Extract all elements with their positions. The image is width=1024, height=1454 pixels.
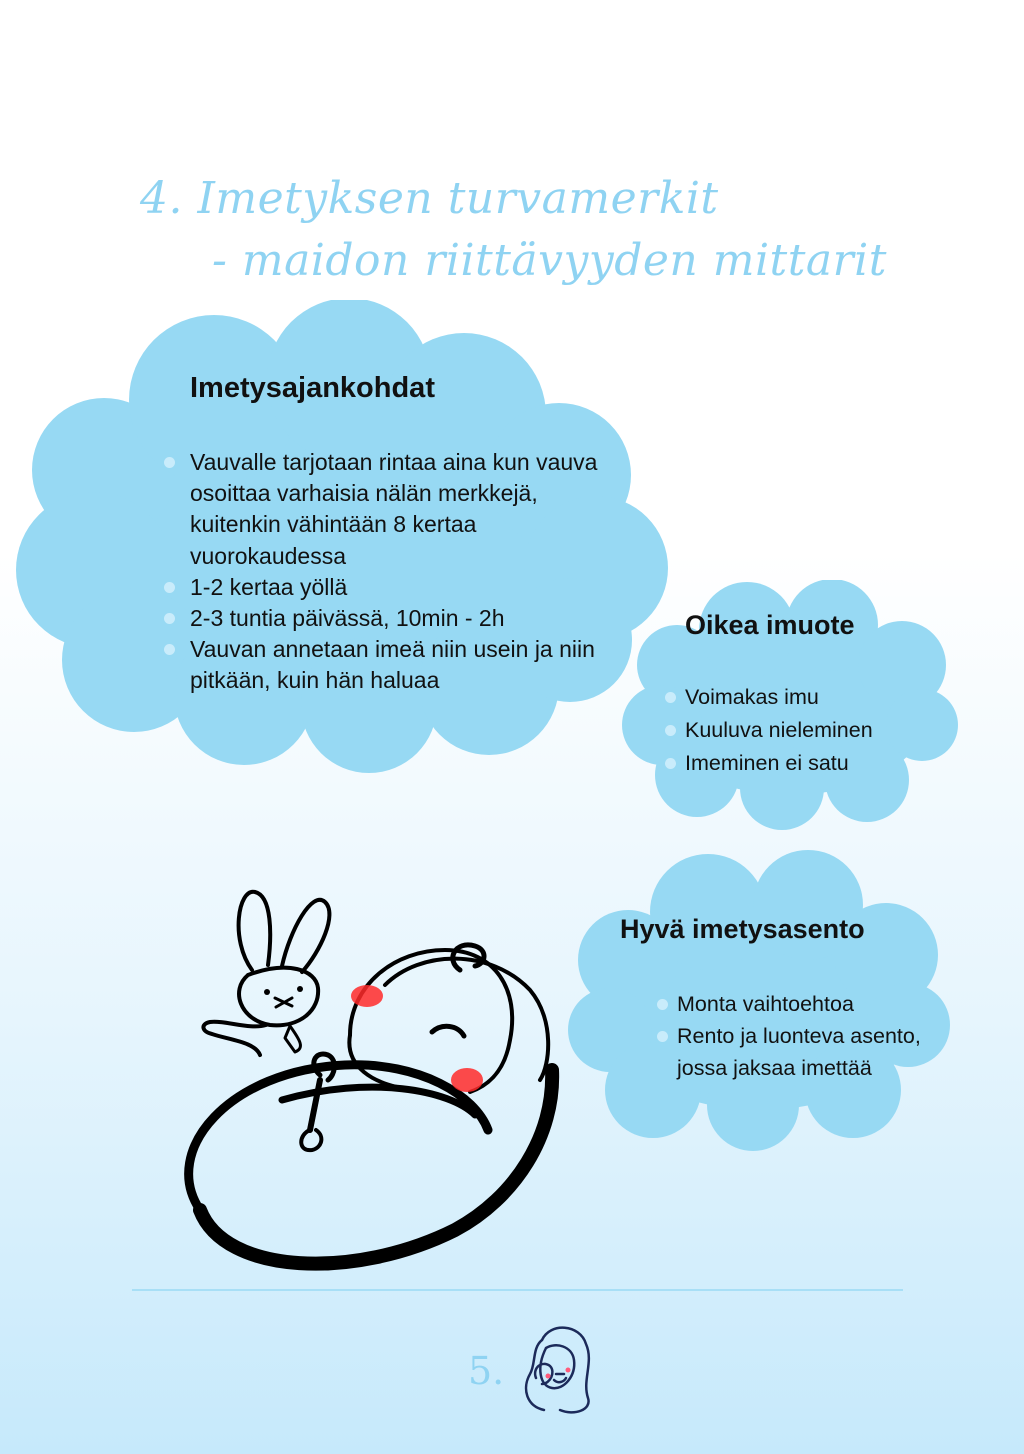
title-line-2: - maidon riittävyyden mittarit <box>212 235 887 286</box>
list-item: Vauvalle tarjotaan rintaa aina kun vauva osoittaa varhaisia nälän merkkejä, kuitenkin vähintään 8 kertaa vuorokaudessa <box>190 447 630 572</box>
page-number: 5. <box>468 1349 505 1393</box>
list-item: 1-2 kertaa yöllä <box>190 572 630 603</box>
bullet-icon <box>657 999 668 1010</box>
feeding-times-title: Imetysajankohdat <box>190 372 435 404</box>
bullet-icon <box>164 582 175 593</box>
page-title <box>140 168 887 292</box>
bullet-icon <box>164 457 175 468</box>
cloud-good-position <box>568 850 952 1152</box>
list-item: Voimakas imu <box>685 681 945 714</box>
list-item: Vauvan annetaan imeä niin usein ja niin pitkään, kuin hän haluaa <box>190 634 630 696</box>
cheek-blush-icon <box>451 1068 483 1092</box>
cheek-blush-icon <box>351 985 383 1007</box>
mother-and-baby-logo-icon <box>512 1318 602 1418</box>
title-line-1: 4. Imetyksen turvamerkit <box>140 173 719 224</box>
list-item: Rento ja luonteva asento, jossa jaksaa imettää <box>677 1020 940 1084</box>
footer-divider <box>132 1289 903 1291</box>
sleeping-baby-with-bunny-icon <box>170 880 590 1280</box>
bullet-icon <box>164 613 175 624</box>
bullet-icon <box>665 758 676 769</box>
list-item: Imeminen ei satu <box>685 747 945 780</box>
list-item: 2-3 tuntia päivässä, 10min - 2h <box>190 603 630 634</box>
feeding-times-list <box>190 447 630 697</box>
list-item: Monta vaihtoehtoa <box>677 988 940 1020</box>
correct-latch-list <box>685 681 945 779</box>
good-position-list <box>620 988 940 1085</box>
bullet-icon <box>665 692 676 703</box>
bullet-icon <box>665 725 676 736</box>
bullet-icon <box>657 1031 668 1042</box>
good-position-title: Hyvä imetysasento <box>620 914 865 944</box>
cloud-feeding-times <box>14 300 670 776</box>
list-item: Kuuluva nieleminen <box>685 714 945 747</box>
correct-latch-title: Oikea imuote <box>685 610 855 640</box>
cloud-correct-latch <box>622 580 958 830</box>
